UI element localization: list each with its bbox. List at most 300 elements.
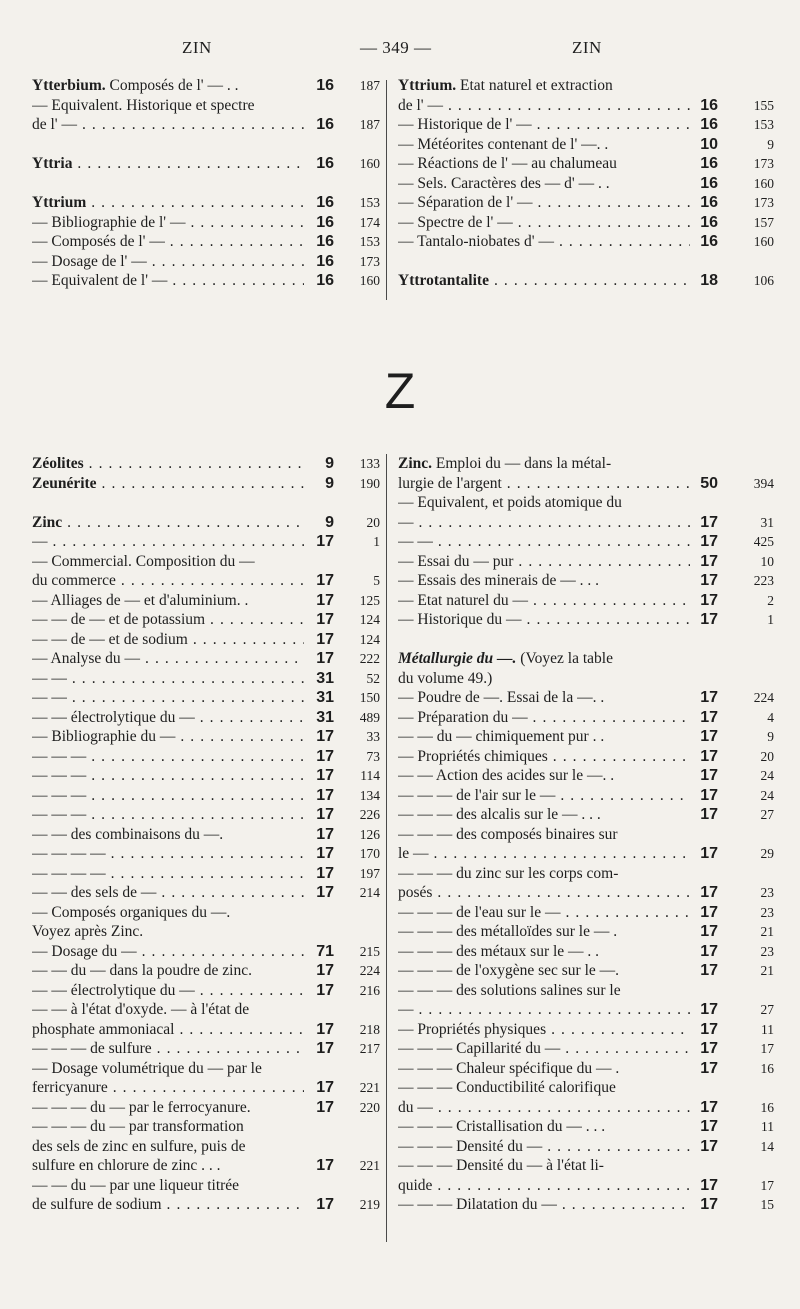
entry-text: — . . . bbox=[398, 513, 690, 533]
page-number: 10 bbox=[760, 553, 774, 569]
index-entry bbox=[32, 1195, 380, 1215]
index-entry bbox=[398, 922, 774, 942]
index-entry bbox=[398, 271, 774, 291]
page-number: 425 bbox=[753, 534, 774, 549]
entry-text: — — du — dans la poudre de zinc. bbox=[32, 962, 252, 979]
volume-number: 17 bbox=[700, 1176, 718, 1194]
page-number: 27 bbox=[760, 807, 774, 822]
page-number: 29 bbox=[760, 846, 774, 861]
entry-text: — Equivalent de l' — . . . bbox=[32, 271, 304, 291]
index-entry bbox=[32, 513, 380, 533]
page-number: 160 bbox=[359, 273, 380, 288]
volume-number: 17 bbox=[316, 884, 334, 901]
volume-number: 17 bbox=[700, 591, 718, 609]
volume-number: 17 bbox=[700, 689, 718, 706]
header-right: ZIN bbox=[572, 38, 602, 57]
index-entry bbox=[32, 571, 380, 591]
volume-number: 16 bbox=[316, 213, 334, 231]
page-number: 223 bbox=[753, 573, 774, 588]
index-entry bbox=[398, 1059, 774, 1079]
entry-text: — Composés de l' — . . . bbox=[32, 232, 304, 252]
page-number: 125 bbox=[359, 592, 380, 608]
page-number: 21 bbox=[760, 963, 774, 978]
index-entry bbox=[398, 532, 774, 552]
volume-number: 17 bbox=[316, 650, 334, 667]
entry-text: — — — des métaux sur le — . . bbox=[398, 942, 600, 960]
index-entry bbox=[398, 552, 774, 572]
volume-number: 17 bbox=[316, 591, 334, 609]
index-entry bbox=[32, 1156, 380, 1176]
entry-text: Ytterbium. Composés de l' — . . bbox=[32, 77, 239, 94]
page-number: 9 bbox=[767, 729, 774, 744]
page-number: 16 bbox=[760, 1060, 774, 1076]
volume-number: 17 bbox=[700, 708, 718, 726]
index-entry bbox=[398, 708, 774, 728]
spacer bbox=[398, 630, 774, 650]
page-number: 220 bbox=[359, 1099, 380, 1115]
index-entry bbox=[32, 942, 380, 962]
entry-text: de l' — . . . bbox=[32, 115, 304, 135]
volume-number: 17 bbox=[316, 611, 334, 628]
index-entry bbox=[398, 1039, 774, 1059]
index-entry bbox=[398, 232, 774, 252]
index-entry bbox=[32, 252, 380, 272]
volume-number: 17 bbox=[700, 767, 718, 784]
page-number: 24 bbox=[760, 768, 774, 783]
entry-text: — — électrolytique du — . . . bbox=[32, 708, 304, 728]
volume-number: 16 bbox=[316, 252, 334, 270]
column-divider-bottom bbox=[386, 454, 387, 1242]
entry-text: — Dosage du — . . . bbox=[32, 942, 304, 962]
volume-number: 17 bbox=[700, 962, 718, 979]
page-number: 20 bbox=[760, 748, 774, 764]
entry-text: — Sels. Caractères des — d' — . . bbox=[398, 174, 610, 192]
entry-text: Voyez après Zinc. bbox=[32, 923, 144, 940]
page-number: 5 bbox=[373, 573, 380, 588]
volume-number: 17 bbox=[700, 923, 718, 940]
index-entry bbox=[32, 903, 380, 923]
index-entry bbox=[32, 844, 380, 864]
index-entry bbox=[398, 571, 774, 591]
page-number: 190 bbox=[359, 475, 380, 491]
volume-number: 71 bbox=[316, 942, 334, 960]
page-number: 216 bbox=[359, 982, 380, 998]
page-number: 134 bbox=[359, 787, 380, 803]
index-entry bbox=[32, 649, 380, 669]
entry-text: — Essai du — pur . . . bbox=[398, 552, 690, 572]
entry-text: — — — Conductibilité calorifique bbox=[398, 1079, 616, 1096]
entry-text: — — Action des acides sur le —. . bbox=[398, 767, 615, 784]
volume-number: 17 bbox=[700, 845, 718, 862]
index-entry bbox=[398, 883, 774, 903]
volume-number: 17 bbox=[316, 767, 334, 784]
spacer bbox=[32, 493, 380, 513]
index-entry bbox=[398, 213, 774, 233]
index-entry bbox=[32, 1137, 380, 1157]
entry-text: — — . . . bbox=[32, 669, 304, 689]
index-entry bbox=[398, 688, 774, 708]
page-number: 157 bbox=[753, 214, 774, 230]
index-entry bbox=[32, 76, 380, 96]
entry-text: — — de — et de potassium . . . bbox=[32, 610, 304, 630]
index-entry bbox=[32, 591, 380, 611]
volume-number: 16 bbox=[316, 233, 334, 250]
volume-number: 31 bbox=[316, 689, 334, 706]
volume-number: 17 bbox=[316, 825, 334, 843]
entry-text: — Bibliographie du — . . . bbox=[32, 727, 304, 747]
volume-number: 17 bbox=[700, 611, 718, 628]
volume-number: 16 bbox=[700, 174, 718, 192]
entry-text: — — des sels de — . . . bbox=[32, 883, 304, 903]
index-entry bbox=[398, 961, 774, 981]
page-number: 114 bbox=[360, 768, 380, 783]
page-number: 31 bbox=[760, 514, 774, 530]
page-number: 153 bbox=[753, 117, 774, 132]
volume-number: 31 bbox=[316, 669, 334, 687]
page-number: 133 bbox=[359, 456, 380, 471]
index-entry bbox=[398, 493, 774, 513]
entry-text: Zéolites . . . bbox=[32, 454, 304, 474]
entry-text: — — — . . . bbox=[32, 805, 304, 825]
page-number: 173 bbox=[359, 253, 380, 269]
entry-text: lurgie de l'argent . . . bbox=[398, 474, 690, 494]
entry-text: posés . . . bbox=[398, 883, 690, 903]
volume-number: 17 bbox=[700, 1118, 718, 1135]
entry-text: — — — Chaleur spécifique du — . bbox=[398, 1059, 620, 1077]
entry-text: — Propriétés chimiques . . . bbox=[398, 747, 690, 767]
volume-number: 17 bbox=[316, 1157, 334, 1174]
entry-text: — — — — . . . bbox=[32, 864, 304, 884]
entry-text: — — — du — par le ferrocyanure. bbox=[32, 1098, 251, 1116]
entry-text: de sulfure de sodium . . . bbox=[32, 1195, 304, 1215]
page-number: 215 bbox=[359, 943, 380, 959]
page-number: 153 bbox=[359, 195, 380, 210]
entry-text: Yttrotantalite . . . bbox=[398, 271, 690, 291]
entry-text: — — du — chimiquement pur . . bbox=[398, 728, 605, 745]
index-entry bbox=[32, 1059, 380, 1079]
index-entry bbox=[32, 532, 380, 552]
top-right-column bbox=[398, 76, 774, 291]
page-number: 187 bbox=[359, 117, 380, 132]
index-entry bbox=[32, 610, 380, 630]
volume-number: 9 bbox=[325, 455, 334, 472]
index-entry bbox=[398, 76, 774, 96]
volume-number: 16 bbox=[316, 155, 334, 172]
volume-number: 16 bbox=[316, 194, 334, 211]
volume-number: 17 bbox=[700, 1040, 718, 1057]
entry-text: — — du — par une liqueur titrée bbox=[32, 1176, 240, 1194]
index-entry bbox=[32, 454, 380, 474]
volume-number: 17 bbox=[316, 864, 334, 882]
index-entry bbox=[398, 825, 774, 845]
entry-text: phosphate ammoniacal . . . bbox=[32, 1020, 304, 1040]
page-number: 124 bbox=[359, 612, 380, 627]
entry-text: — Historique du — . . . bbox=[398, 610, 690, 630]
entry-text: — — — du — par transformation bbox=[32, 1118, 244, 1135]
header-left: ZIN bbox=[182, 38, 212, 57]
page-number: 394 bbox=[753, 475, 774, 491]
volume-number: 16 bbox=[700, 96, 718, 114]
entry-text: — — — du zinc sur les corps com- bbox=[398, 864, 619, 882]
page-number: 160 bbox=[753, 175, 774, 191]
volume-number: 16 bbox=[316, 272, 334, 289]
index-entry bbox=[32, 552, 380, 572]
volume-number: 17 bbox=[316, 786, 334, 804]
page-number: 153 bbox=[359, 234, 380, 249]
entry-text: — — — de l'oxygène sec sur le —. bbox=[398, 962, 620, 979]
volume-number: 17 bbox=[700, 806, 718, 823]
volume-number: 16 bbox=[316, 77, 334, 94]
entry-text: — — — . . . bbox=[32, 766, 304, 786]
index-entry bbox=[398, 96, 774, 116]
index-entry bbox=[398, 174, 774, 194]
index-entry bbox=[398, 1098, 774, 1118]
entry-text: — Equivalent. Historique et spectre bbox=[32, 96, 255, 114]
page-number: 160 bbox=[753, 234, 774, 249]
index-entry bbox=[398, 1156, 774, 1176]
bottom-right-column bbox=[398, 454, 774, 1215]
entry-text: — — — . . . bbox=[32, 747, 304, 767]
index-entry bbox=[398, 864, 774, 884]
index-entry bbox=[32, 630, 380, 650]
index-entry bbox=[32, 786, 380, 806]
page-number: 33 bbox=[366, 729, 380, 744]
entry-text: ferricyanure . . . bbox=[32, 1078, 304, 1098]
index-entry bbox=[398, 135, 774, 155]
entry-text: sulfure en chlorure de zinc . . . bbox=[32, 1157, 221, 1174]
volume-number: 17 bbox=[700, 533, 718, 550]
entry-text: — — — de sulfure . . . bbox=[32, 1039, 304, 1059]
entry-text: du — . . . bbox=[398, 1098, 690, 1118]
entry-text: — — de — et de sodium . . . bbox=[32, 630, 304, 650]
entry-text: — Dosage de l' — . . . bbox=[32, 252, 304, 272]
page-number: 221 bbox=[359, 1158, 380, 1173]
volume-number: 17 bbox=[700, 747, 718, 765]
column-divider-top bbox=[386, 80, 387, 300]
entry-text: — . . . bbox=[398, 1000, 690, 1020]
page-number: 16 bbox=[760, 1099, 774, 1115]
entry-text: — Essais des minerais de — . . . bbox=[398, 572, 600, 589]
volume-number: 17 bbox=[316, 845, 334, 862]
page-number: 9 bbox=[767, 136, 774, 152]
page-number: 173 bbox=[753, 195, 774, 210]
volume-number: 17 bbox=[316, 1040, 334, 1057]
entry-text: — — — des solutions salines sur le bbox=[398, 981, 621, 999]
page-number: 17 bbox=[760, 1177, 774, 1193]
volume-number: 17 bbox=[700, 1001, 718, 1018]
index-entry bbox=[398, 903, 774, 923]
index-entry bbox=[32, 688, 380, 708]
index-entry bbox=[398, 474, 774, 494]
entry-text: — Tantalo-niobates d' — . . . bbox=[398, 232, 690, 252]
volume-number: 17 bbox=[700, 786, 718, 804]
index-entry bbox=[398, 1078, 774, 1098]
entry-text: — Analyse du — . . . bbox=[32, 649, 304, 669]
bottom-left-column bbox=[32, 454, 380, 1215]
page-number: 11 bbox=[761, 1021, 774, 1037]
entry-text: — — — Dilatation du — . . . bbox=[398, 1195, 690, 1215]
volume-number: 17 bbox=[700, 728, 718, 745]
entry-text: — — — . . . bbox=[32, 786, 304, 806]
entry-text: — Propriétés physiques . . . bbox=[398, 1020, 690, 1040]
volume-number: 16 bbox=[700, 155, 718, 172]
volume-number: 17 bbox=[316, 806, 334, 823]
index-entry bbox=[32, 1098, 380, 1118]
page-number: 11 bbox=[761, 1119, 774, 1134]
volume-number: 17 bbox=[700, 903, 718, 921]
volume-number: 16 bbox=[700, 213, 718, 231]
volume-number: 17 bbox=[700, 552, 718, 570]
volume-number: 17 bbox=[700, 513, 718, 531]
page-number: 489 bbox=[359, 709, 380, 725]
index-entry bbox=[398, 1000, 774, 1020]
volume-number: 17 bbox=[700, 572, 718, 589]
index-entry bbox=[398, 766, 774, 786]
index-entry bbox=[32, 727, 380, 747]
volume-number: 31 bbox=[316, 708, 334, 726]
spacer bbox=[32, 174, 380, 194]
volume-number: 17 bbox=[316, 1196, 334, 1213]
page-number: 187 bbox=[359, 78, 380, 93]
index-entry bbox=[398, 942, 774, 962]
entry-text: — — — de l'eau sur le — . . . bbox=[398, 903, 690, 923]
volume-number: 17 bbox=[316, 1079, 334, 1096]
entry-text: Métallurgie du —. (Voyez la table bbox=[398, 650, 613, 667]
entry-text: — — . . . bbox=[398, 532, 690, 552]
entry-text: — Préparation du — . . . bbox=[398, 708, 690, 728]
index-entry bbox=[398, 115, 774, 135]
page-number: 170 bbox=[359, 846, 380, 861]
page-number: 224 bbox=[753, 690, 774, 705]
volume-number: 17 bbox=[700, 1059, 718, 1077]
page-number: 52 bbox=[366, 670, 380, 686]
page-number: 226 bbox=[359, 807, 380, 822]
index-entry bbox=[398, 747, 774, 767]
page-number: 20 bbox=[366, 514, 380, 530]
volume-number: 17 bbox=[316, 1098, 334, 1116]
entry-text: — — des combinaisons du —. bbox=[32, 825, 224, 843]
page-number: 174 bbox=[359, 214, 380, 230]
page-number: 126 bbox=[359, 826, 380, 842]
entry-text: — . . . bbox=[32, 532, 304, 552]
spacer bbox=[32, 135, 380, 155]
page-number: 150 bbox=[359, 690, 380, 705]
index-entry bbox=[398, 193, 774, 213]
spacer bbox=[398, 252, 774, 272]
page-number: 27 bbox=[760, 1002, 774, 1017]
page-number: 218 bbox=[359, 1021, 380, 1037]
entry-text: Yttrium. Etat naturel et extraction bbox=[398, 77, 613, 94]
index-entry bbox=[398, 1176, 774, 1196]
index-entry bbox=[32, 213, 380, 233]
index-entry bbox=[32, 1078, 380, 1098]
page-number: 160 bbox=[359, 156, 380, 171]
entry-text: — Alliages de — et d'aluminium. . bbox=[32, 591, 249, 609]
page-number: 24 bbox=[760, 787, 774, 803]
top-left-column bbox=[32, 76, 380, 291]
page-number: 23 bbox=[760, 943, 774, 959]
volume-number: 9 bbox=[325, 474, 334, 492]
index-entry bbox=[32, 805, 380, 825]
volume-number: 17 bbox=[316, 747, 334, 765]
index-entry bbox=[32, 864, 380, 884]
volume-number: 17 bbox=[700, 1020, 718, 1038]
page-number: 221 bbox=[359, 1080, 380, 1095]
index-entry bbox=[32, 922, 380, 942]
index-entry bbox=[32, 1039, 380, 1059]
entry-text: — — . . . bbox=[32, 688, 304, 708]
page-number: 217 bbox=[359, 1041, 380, 1056]
page-number: 1 bbox=[373, 534, 380, 549]
entry-text: Yttrium . . . bbox=[32, 193, 304, 213]
entry-text: des sels de zinc en sulfure, puis de bbox=[32, 1137, 246, 1155]
index-entry bbox=[32, 883, 380, 903]
volume-number: 16 bbox=[700, 233, 718, 250]
index-entry bbox=[398, 610, 774, 630]
page-number: 219 bbox=[359, 1197, 380, 1212]
index-entry bbox=[32, 961, 380, 981]
volume-number: 9 bbox=[325, 513, 334, 531]
entry-text: — Bibliographie de l' — . . . bbox=[32, 213, 304, 233]
index-entry bbox=[32, 766, 380, 786]
page-number: 1 bbox=[767, 612, 774, 627]
entry-text: du commerce . . . bbox=[32, 571, 304, 591]
page-number: 2 bbox=[767, 592, 774, 608]
page-number: 23 bbox=[760, 904, 774, 920]
volume-number: 10 bbox=[700, 135, 718, 153]
entry-text: quide . . . bbox=[398, 1176, 690, 1196]
index-entry bbox=[398, 591, 774, 611]
volume-number: 16 bbox=[700, 194, 718, 211]
index-entry bbox=[32, 193, 380, 213]
page-number: 197 bbox=[359, 865, 380, 881]
volume-number: 16 bbox=[316, 116, 334, 133]
entry-text: — Equivalent, et poids atomique du bbox=[398, 494, 622, 511]
running-header bbox=[0, 38, 800, 62]
entry-text: — — électrolytique du — . . . bbox=[32, 981, 304, 1001]
entry-text: — — — des composés binaires sur bbox=[398, 825, 618, 843]
entry-text: Zinc . . . bbox=[32, 513, 304, 533]
index-entry bbox=[32, 669, 380, 689]
index-entry bbox=[398, 649, 774, 669]
index-entry bbox=[32, 1000, 380, 1020]
entry-text: — — à l'état d'oxyde. — à l'état de bbox=[32, 1001, 250, 1018]
index-entry bbox=[32, 747, 380, 767]
index-entry bbox=[398, 805, 774, 825]
volume-number: 17 bbox=[316, 533, 334, 550]
volume-number: 17 bbox=[316, 728, 334, 745]
volume-number: 17 bbox=[700, 1137, 718, 1155]
page-number: 73 bbox=[366, 748, 380, 764]
index-entry bbox=[398, 1195, 774, 1215]
volume-number: 17 bbox=[316, 981, 334, 999]
page-number: 124 bbox=[359, 631, 380, 647]
index-entry bbox=[32, 825, 380, 845]
entry-text: — — — Capillarité du — . . . bbox=[398, 1039, 690, 1059]
page-number: 214 bbox=[359, 885, 380, 900]
entry-text: — Historique de l' — . . . bbox=[398, 115, 690, 135]
entry-text: — — — des alcalis sur le — . . . bbox=[398, 806, 601, 823]
entry-text: Yttria . . . bbox=[32, 154, 304, 174]
entry-text: de l' — . . . bbox=[398, 96, 690, 116]
index-entry bbox=[398, 981, 774, 1001]
index-entry bbox=[32, 96, 380, 116]
index-entry bbox=[398, 454, 774, 474]
volume-number: 18 bbox=[700, 272, 718, 289]
index-entry bbox=[398, 1137, 774, 1157]
index-entry bbox=[398, 844, 774, 864]
entry-text: — — — Densité du — à l'état li- bbox=[398, 1157, 604, 1174]
